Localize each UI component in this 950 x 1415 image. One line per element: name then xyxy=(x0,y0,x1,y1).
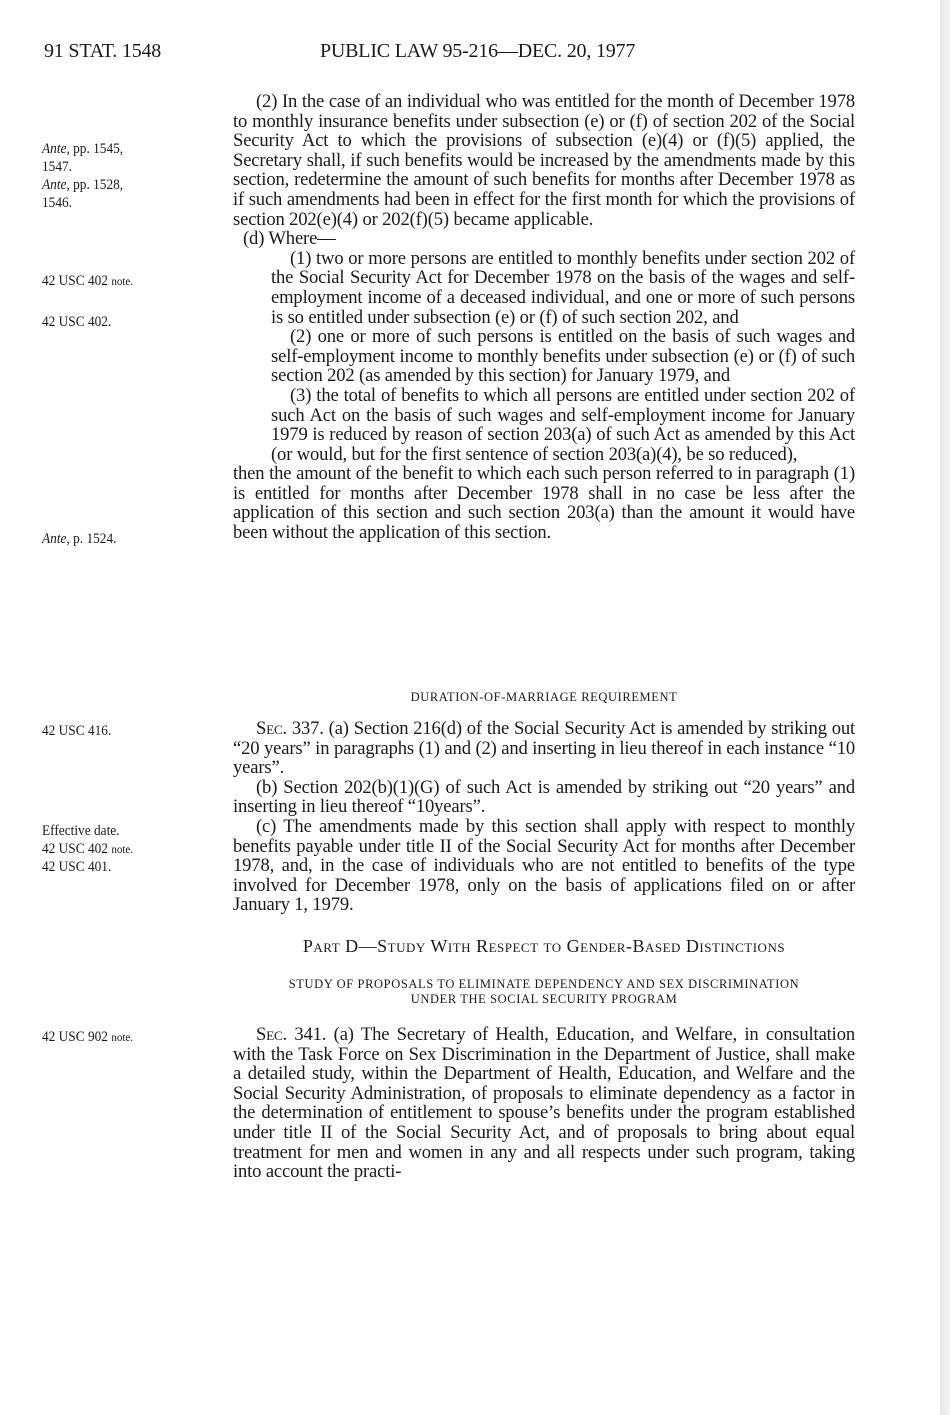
margin-note-ante-1545: Ante, pp. 1545, 1547. Ante, pp. 1528, 1546. xyxy=(42,141,124,211)
statute-page-number: 91 STAT. 1548 xyxy=(44,40,162,62)
paragraph-d2: (2) one or more of such persons is entitled on the basis of such wages and self-employment income to monthly benefits under subsection (e) or (f) of such section 202 (as amended by this section) for January 1979, and xyxy=(271,326,855,387)
paragraph-d-intro: (d) Where— xyxy=(243,228,336,250)
section-c2-block xyxy=(233,92,855,543)
running-title: PUBLIC LAW 95-216—DEC. 20, 1977 xyxy=(320,40,636,62)
paragraph-337a: Sec. 337. (a) Section 216(d) of the Social Security Act is amended by striking out “20 years” in paragraphs (1) and (2) and inserting in lieu thereof in each instance “10 years”. xyxy=(233,718,855,779)
paragraph-d3: (3) the total of benefits to which all persons are entitled under section 202 of such Act on the basis of such wages and self-employment income for January 1979 is reduced by reason of section 203(a) of such Act as amended by this Act (or would, but for the first sentence of section 203(a)(4), be so reduced), xyxy=(271,384,855,465)
margin-note-ante-1524: Ante, p. 1524. xyxy=(42,531,117,547)
margin-note-usc-416: 42 USC 416. xyxy=(42,723,112,739)
margin-note-usc-902-note: 42 USC 902 note. xyxy=(42,1029,134,1045)
paragraph-d-then: then the amount of the benefit to which each such person referred to in paragraph (1) is entitled for months after December 1978 shall in no case be less after the application of this section and such section 203(a) than the amount it would have been without the application of this section. xyxy=(233,463,855,544)
page-edge-shadow xyxy=(940,0,950,1415)
paragraph-337b: (b) Section 202(b)(1)(G) of such Act is amended by striking out “20 years” and inserting in lieu thereof “10years”. xyxy=(233,776,855,818)
margin-note-effective-date: Effective date. 42 USC 402 note. 42 USC 401. xyxy=(42,823,134,875)
page-header xyxy=(0,40,940,70)
section-341-block xyxy=(233,1025,855,1182)
section-heading-duration-of-marriage: DURATION-OF-MARRIAGE REQUIREMENT xyxy=(410,690,678,704)
section-337-block xyxy=(233,719,855,915)
margin-note-usc-402: 42 USC 402. xyxy=(42,314,112,330)
paragraph-337c: (c) The amendments made by this section shall apply with respect to monthly benefits payable under title II of the Social Security Act for months after December 1978, and, in the case of individuals who are not entitled to benefits of the type involved for December 1978, only on the basis of applications filed on or after January 1, 1979. xyxy=(233,815,855,916)
subheading-study-proposals: STUDY OF PROPOSALS TO ELIMINATE DEPENDENCY AND SEX DISCRIMINATION UNDER THE SOCIAL SECURITY PROGRAM xyxy=(288,977,800,1006)
part-d-heading: Part D—Study With Respect to Gender-Based Distinctions xyxy=(302,936,786,956)
margin-note-usc-402-note: 42 USC 402 note. xyxy=(42,273,134,289)
paragraph-c2: (2) In the case of an individual who was entitled for the month of December 1978 to monthly insurance benefits under subsection (e) or (f) of section 202 of the Social Security Act to which the provisions of subsection (e)(4) or (f)(5) applied, the Secretary shall, if such benefits would be increased by the amendments made by this section, redetermine the amount of such benefits for months after December 1978 as if such amendments had been in effect for the first month for which the provisions of section 202(e)(4) or 202(f)(5) became applicable. xyxy=(233,91,855,230)
paragraph-341a: Sec. 341. (a) The Secretary of Health, Education, and Welfare, in consultation with the Task Force on Sex Discrimination in the Department of Justice, shall make a detailed study, within the Department of Health, Education, and Welfare and the Social Security Administration, of proposals to eliminate dependency as a factor in the determination of entitlement to spouse’s benefits under the program established under title II of the Social Security Act, and of proposals to bring about equal treatment for men and women in any and all respects under such program, taking into account the practi- xyxy=(233,1024,855,1183)
paragraph-d1: (1) two or more persons are entitled to monthly benefits under section 202 of the Social Security Act for December 1978 on the basis of the wages and self-employment income of a deceased individual, and one or more of such persons is so entitled under subsection (e) or (f) of such section 202, and xyxy=(271,247,855,328)
